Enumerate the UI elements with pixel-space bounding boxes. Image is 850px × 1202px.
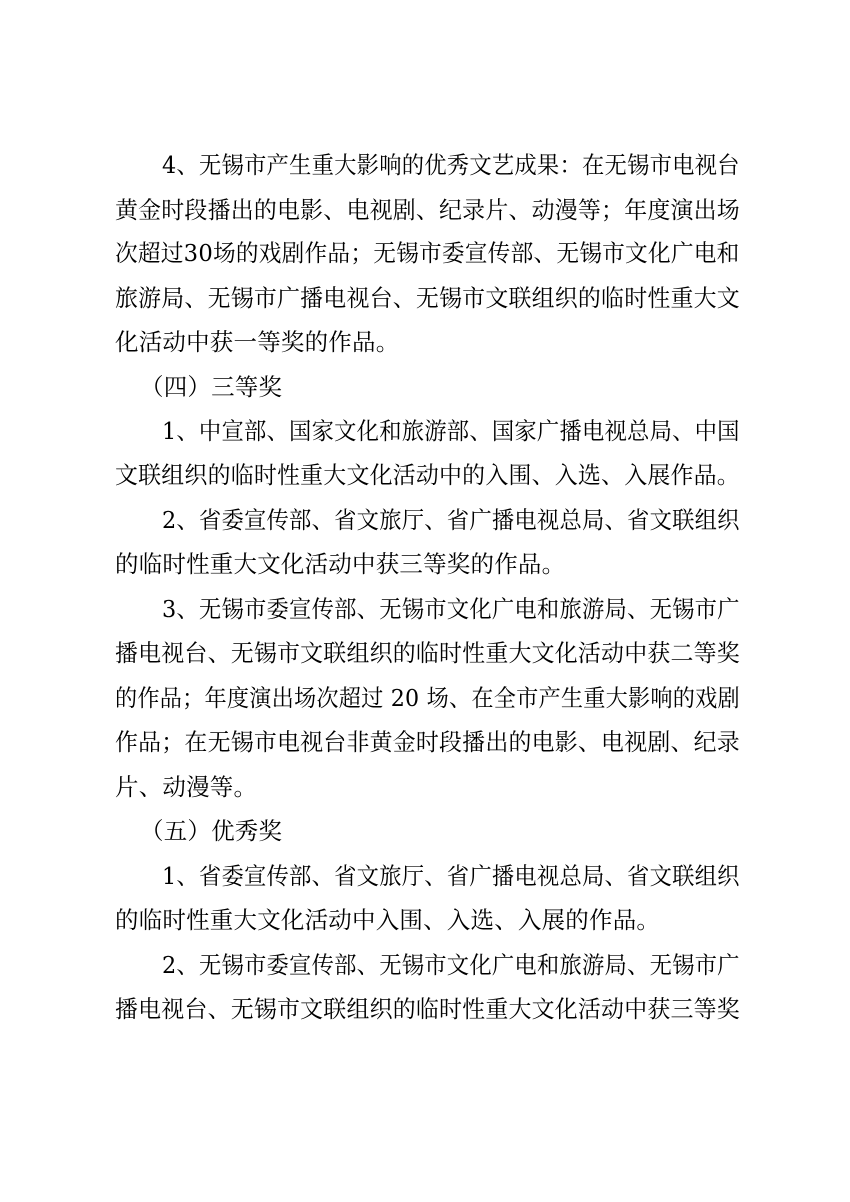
paragraph-line: 1、省委宣传部、省文旅厅、省广播电视总局、省文联组织 [162,862,740,890]
paragraph-line: 化活动中获一等奖的作品。 [115,328,400,356]
paragraph-line: 播电视台、无锡市文联组织的临时性重大文化活动中获三等奖 [115,995,740,1023]
paragraph-line: 1、中宣部、国家文化和旅游部、国家广播电视总局、中国 [162,417,740,445]
paragraph-line: 的临时性重大文化活动中入围、入选、入展的作品。 [115,906,661,934]
paragraph-line: 旅游局、无锡市广播电视台、无锡市文联组织的临时性重大文 [115,284,740,312]
paragraph-line: 的作品；年度演出场次超过 20 场、在全市产生重大影响的戏剧 [115,684,740,712]
paragraph-line: 2、无锡市委宣传部、无锡市文化广电和旅游局、无锡市广 [162,951,740,979]
paragraph-line: 作品；在无锡市电视台非黄金时段播出的电影、电视剧、纪录 [115,728,740,756]
section-heading: （四）三等奖 [140,373,283,401]
paragraph-line: 4、无锡市产生重大影响的优秀文艺成果：在无锡市电视台 [162,151,740,179]
paragraph-line: 2、省委宣传部、省文旅厅、省广播电视总局、省文联组织 [162,506,740,534]
paragraph-line: 次超过30场的戏剧作品；无锡市委宣传部、无锡市文化广电和 [115,239,740,267]
paragraph-line: 的临时性重大文化活动中获三等奖的作品。 [115,550,566,578]
paragraph-line: 播电视台、无锡市文联组织的临时性重大文化活动中获二等奖 [115,639,740,667]
paragraph-line: 3、无锡市委宣传部、无锡市文化广电和旅游局、无锡市广 [162,595,740,623]
section-heading: （五）优秀奖 [140,817,283,845]
paragraph-line: 文联组织的临时性重大文化活动中的入围、入选、入展作品。 [115,461,740,489]
paragraph-line: 片、动漫等。 [115,773,258,801]
paragraph-line: 黄金时段播出的电影、电视剧、纪录片、动漫等；年度演出场 [115,196,740,224]
